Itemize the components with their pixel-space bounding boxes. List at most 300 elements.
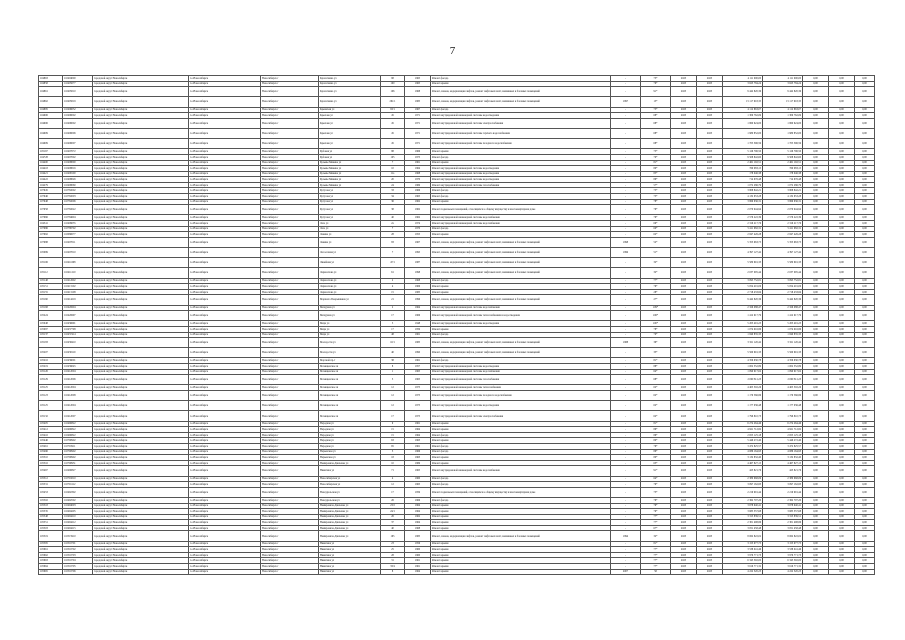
table-cell: 5 560 691,33 (763, 348, 803, 358)
table-cell: - (611, 460, 641, 466)
table-cell: 15 117 918,35 (763, 97, 803, 107)
table-cell: 2023 (671, 558, 697, 564)
table-cell: Ремонт крыши (431, 199, 611, 205)
table-cell: 1963 (405, 455, 431, 461)
table-cell: 2023 (697, 509, 723, 515)
table-cell: 0,00 (855, 97, 875, 107)
table-cell: Ремонт крыши (431, 326, 611, 332)
table-cell: Ремонт крыши (431, 541, 611, 547)
table-cell: городской округ Новосибирск (93, 154, 189, 160)
table-cell: 1964 (405, 427, 431, 433)
table-cell: 105167 (39, 149, 63, 155)
table-cell: 1962 (405, 215, 431, 221)
table-cell: 423 821,76 (723, 466, 763, 476)
table-cell: 2 316 217,76 (723, 221, 763, 227)
table-cell: 2023 (697, 97, 723, 107)
table-cell: городской округ Новосибирск (93, 569, 189, 575)
table-cell: 2023 (697, 194, 723, 200)
table-cell: - (611, 358, 641, 364)
table-cell: 0,00 (829, 295, 855, 305)
table-cell: Новосибирск г (261, 514, 319, 520)
table-cell: 0,00 (803, 107, 829, 113)
table-cell: 0,00 (855, 547, 875, 553)
table-cell: 110791010 (63, 476, 93, 482)
table-cell: Мира ул (319, 321, 381, 327)
table-cell: 2023 (697, 107, 723, 113)
table-cell: 0,00 (855, 375, 875, 385)
table-cell: г.о.Новосибирск (189, 139, 261, 149)
table-cell: 2 (381, 278, 405, 284)
table-cell: Ремонт внутридомовой инженерной системы водоотведения (431, 401, 611, 411)
table-cell: 73* (641, 107, 671, 113)
table-cell: 3 153 977,75 (723, 541, 763, 547)
table-cell: 110791112 (63, 482, 93, 488)
table-cell: 2023 (697, 258, 723, 268)
table-cell: 2023 (697, 118, 723, 128)
table-cell: городской округ Новосибирск (93, 226, 189, 232)
table-cell: 1985 (405, 289, 431, 295)
table-cell: 1998 (405, 268, 431, 278)
table-cell: 9 508 842,60 (763, 154, 803, 160)
table-cell: 2023 (697, 177, 723, 183)
table-cell: 0,00 (803, 177, 829, 183)
table-cell: Новосибирск г (261, 569, 319, 575)
table-cell: 0,00 (829, 487, 855, 497)
table-cell: 2023 (671, 107, 697, 113)
table-cell: 0,00 (855, 248, 875, 258)
table-cell: 110494205 (63, 509, 93, 515)
table-cell: 104909 (39, 128, 63, 138)
table-cell: городской округ Новосибирск (93, 497, 189, 503)
table-cell: 0,00 (829, 369, 855, 375)
table-cell: городской округ Новосибирск (93, 487, 189, 497)
table-cell: 5 580 691,33 (763, 258, 803, 268)
table-row (39, 139, 875, 149)
table-cell: 2023 (671, 338, 697, 348)
table-cell: Новосибирск г (261, 128, 319, 138)
table-cell: 0,00 (855, 326, 875, 332)
table-cell: 1965 (405, 369, 431, 375)
table-cell: 2023 (671, 215, 697, 221)
table-cell: 0,00 (829, 199, 855, 205)
table-cell: 0,00 (829, 97, 855, 107)
table-cell: 1975 (405, 411, 431, 421)
table-cell: 0,00 (855, 182, 875, 188)
table-cell: 1 705 396,59 (723, 139, 763, 149)
table-cell: г.о.Новосибирск (189, 166, 261, 172)
table-cell: Новосибирск г (261, 385, 319, 391)
table-cell: 2023 (697, 391, 723, 401)
table-cell: 0,00 (803, 221, 829, 227)
table-cell: 110494212 (63, 520, 93, 526)
table-cell: 1959 (405, 326, 431, 332)
table-cell: 2023 (697, 232, 723, 238)
table-cell: 0,00 (855, 295, 875, 305)
table-cell: Кубовая ул (319, 149, 381, 155)
table-cell: 9 442 820,36 (723, 295, 763, 305)
table-cell: Кузьмы Минина ул (319, 177, 381, 183)
table-cell: 47/1 (381, 258, 405, 268)
table-cell: Ремонт внутридомовой инженерной системы водоснабжения (431, 215, 611, 221)
table-cell: городской округ Новосибирск (93, 248, 189, 258)
table-cell: 12 (381, 482, 405, 488)
table-cell: 3 976 771,73 (723, 552, 763, 558)
table-cell: 0,00 (829, 118, 855, 128)
table-cell: Новосибирск г (261, 311, 319, 321)
table-cell: 110409035 (63, 221, 93, 227)
table-cell: 28 (381, 232, 405, 238)
table-cell: Ремонт крыши (431, 289, 611, 295)
table-cell: 5 580 691,33 (723, 258, 763, 268)
table-cell: 1995 (405, 248, 431, 258)
table-cell: 5 446 272,40 (723, 438, 763, 444)
table-cell: 75* (641, 188, 671, 194)
table-cell: г.о.Новосибирск (189, 194, 261, 200)
table-cell: 0,00 (803, 226, 829, 232)
table-cell: городской округ Новосибирск (93, 482, 189, 488)
table-cell: г.о.Новосибирск (189, 552, 261, 558)
table-cell: 3 623 784,24 (763, 81, 803, 87)
table-cell: 1967 (405, 237, 431, 247)
table-cell: 2 847 426,28 (763, 232, 803, 238)
table-cell: 2023 (697, 326, 723, 332)
table-cell: 33 (381, 188, 405, 194)
table-cell: Ремонт, замена, модернизация лифтов, ремонт лифтовых шахт, машинных и блочных помещений (431, 87, 611, 97)
table-cell: 0,00 (855, 466, 875, 476)
table-cell: 1 796 810,73 (723, 411, 763, 421)
table-cell: 1961 (405, 358, 431, 364)
table-cell: Новосибирск г (261, 509, 319, 515)
table-cell: 1994 (611, 531, 641, 541)
table-cell: г.о.Новосибирск (189, 348, 261, 358)
table-cell: 64* (641, 369, 671, 375)
table-cell: 2023 (697, 525, 723, 531)
table-cell: Ремонт фасада (431, 154, 611, 160)
table-cell: 1962 (405, 199, 431, 205)
table-cell: 2023 (671, 232, 697, 238)
table-cell: Новосибирск г (261, 258, 319, 268)
table-cell: Ремонт крыши (431, 284, 611, 290)
table-cell: 106* (641, 311, 671, 321)
table-cell: Новоуральская ул (319, 487, 381, 497)
table-cell: 2 219 991,44 (723, 487, 763, 497)
table-cell: 105531 (39, 482, 63, 488)
table-cell: 2007 (611, 569, 641, 575)
table-cell: Новосибирск г (261, 139, 319, 149)
table-cell: 1960 (405, 552, 431, 558)
table-cell: 110411608 (63, 258, 93, 268)
table-cell: 75* (641, 149, 671, 155)
table-cell: Новосибирск г (261, 432, 319, 438)
table-cell: 3 132 832,40 (723, 455, 763, 461)
table-cell: 1974 (405, 221, 431, 227)
table-cell: 105160 (39, 295, 63, 305)
table-cell: 110408026 (63, 177, 93, 183)
table-cell: 0,00 (855, 443, 875, 449)
table-cell: 110405019 (63, 97, 93, 107)
table-cell: 110516706 (63, 569, 93, 575)
table-cell: 68* (641, 118, 671, 128)
table-cell: городской округ Новосибирск (93, 128, 189, 138)
table-cell: 0,00 (803, 87, 829, 97)
table-cell: Новосибирск г (261, 177, 319, 183)
table-cell: г.о.Новосибирск (189, 182, 261, 188)
table-cell: Ленина ул (319, 237, 381, 247)
table-cell: 105129 (39, 375, 63, 385)
table-cell: 0,00 (855, 497, 875, 503)
table-cell: Ремонт крыши (431, 427, 611, 433)
table-cell: - (611, 118, 641, 128)
table-cell: - (611, 160, 641, 166)
table-cell: 105405 (39, 421, 63, 427)
table-cell: 105467 (39, 466, 63, 476)
table-cell: 110494215 (63, 525, 93, 531)
table-cell: Народная ул (319, 421, 381, 427)
table-cell: 0,00 (803, 76, 829, 82)
table-cell: 2023 (697, 449, 723, 455)
table-cell: 64* (641, 476, 671, 482)
table-cell: 10 (381, 166, 405, 172)
table-cell: городской округ Новосибирск (93, 284, 189, 290)
table-cell: г.о.Новосибирск (189, 385, 261, 391)
table-cell: Новосибирск г (261, 487, 319, 497)
table-cell: 178 046,38 (723, 171, 763, 177)
table-cell: 2 060 811,23 (723, 375, 763, 385)
table-cell: 4 921 712,82 (723, 427, 763, 433)
table-cell: 1961 (405, 421, 431, 427)
table-cell: - (611, 199, 641, 205)
table-cell: 1 002 352,89 (763, 364, 803, 370)
table-cell: 6 343 392,00 (723, 558, 763, 564)
table-cell: 0,00 (829, 443, 855, 449)
table-cell: Кузьмы Минина ул (319, 166, 381, 172)
table-cell: 0,00 (829, 432, 855, 438)
table-cell: 0,00 (855, 154, 875, 160)
table-cell: 110438410 (63, 338, 93, 348)
table-cell: 110516703 (63, 552, 93, 558)
table-cell: 5 411 982,31 (763, 226, 803, 232)
table-cell: 0,00 (829, 541, 855, 547)
table-cell: 0,00 (803, 154, 829, 160)
table-cell: - (611, 466, 641, 476)
table-cell: 0,00 (829, 160, 855, 166)
table-cell: 9 442 820,36 (723, 87, 763, 97)
table-cell: 3 869 636,31 (723, 199, 763, 205)
table-cell: г.о.Новосибирск (189, 503, 261, 509)
table-cell: 2023 (697, 160, 723, 166)
table-cell: 0,00 (829, 514, 855, 520)
table-cell: 2023 (697, 375, 723, 385)
table-cell: 3 321 120,42 (763, 338, 803, 348)
table-cell: городской округ Новосибирск (93, 289, 189, 295)
table-cell: 2023 (671, 171, 697, 177)
table-cell: 0,00 (829, 497, 855, 503)
table-cell: 0,00 (855, 199, 875, 205)
table-cell: 3 153 977,75 (763, 541, 803, 547)
table-cell: Кутузова ул (319, 188, 381, 194)
table-cell: 2023 (671, 541, 697, 547)
table-cell: 110406007 (63, 139, 93, 149)
table-cell: 76* (641, 284, 671, 290)
table-cell: 57* (641, 182, 671, 188)
table-cell: городской округ Новосибирск (93, 391, 189, 401)
table-cell: 0,00 (803, 321, 829, 327)
table-cell: Новосибирск г (261, 411, 319, 421)
table-cell: Ремонт внутридомовой инженерной системы водоотведения (431, 113, 611, 119)
table-cell: 0,00 (855, 482, 875, 488)
table-cell: Ремонт крыши (431, 438, 611, 444)
table-cell: 110420604 (63, 305, 93, 311)
table-cell: 1965 (405, 482, 431, 488)
table-cell: 1964 (405, 166, 431, 172)
table-cell: Немировича-Данченко ул (319, 525, 381, 531)
table-cell: Ремонт, замена, модернизация лифтов, ремонт лифтовых шахт, машинных и блочных помещений (431, 348, 611, 358)
table-cell: 0,00 (855, 149, 875, 155)
table-cell: 1965 (405, 466, 431, 476)
table-cell: Кузьмы Минина ул (319, 182, 381, 188)
table-cell: 2 718 433,84 (723, 289, 763, 295)
table-cell: 2023 (697, 295, 723, 305)
table-cell: 0,00 (803, 401, 829, 411)
table-cell: - (611, 128, 641, 138)
table-cell: Ремонт подвальных помещений, относящихся к общему имуществу в многоквартирном доме (431, 487, 611, 497)
table-cell: 2023 (671, 284, 697, 290)
table-cell: городской округ Новосибирск (93, 432, 189, 438)
table-cell: 88 (381, 149, 405, 155)
table-cell: 2023 (697, 531, 723, 541)
table-cell: 110784522 (63, 205, 93, 215)
table-cell: Никитина ул (319, 466, 381, 476)
table-cell: 0,00 (803, 338, 829, 348)
table-cell: 1960 (405, 476, 431, 482)
table-cell: городской округ Новосибирск (93, 76, 189, 82)
table-cell: 0,00 (803, 503, 829, 509)
table-cell: городской округ Новосибирск (93, 188, 189, 194)
table-cell: 110408060 (63, 182, 93, 188)
table-cell: 2 380 668,09 (723, 476, 763, 482)
table-cell: 67* (641, 525, 671, 531)
table-cell: 110406052 (63, 107, 93, 113)
table-cell: 104422 (39, 177, 63, 183)
table-cell: 2023 (697, 205, 723, 215)
table-cell: 8 (381, 569, 405, 575)
table-cell: Мичурина ул (319, 311, 381, 321)
table-cell: 26 (381, 497, 405, 503)
table-cell: Новосибирск г (261, 182, 319, 188)
table-cell: Лермонтова ул (319, 278, 381, 284)
table-cell: 0,00 (829, 87, 855, 97)
table-cell: г.о.Новосибирск (189, 268, 261, 278)
table-cell: 0,00 (855, 569, 875, 575)
table-cell: 0,00 (803, 569, 829, 575)
table-cell: 1948 (405, 321, 431, 327)
table-cell: 0,00 (803, 466, 829, 476)
table-cell: г.о.Новосибирск (189, 525, 261, 531)
table-cell: 110438119 (63, 348, 93, 358)
table-cell: Новосибирск г (261, 558, 319, 564)
table-cell: 110436691 (63, 321, 93, 327)
table-cell: Ремонт, замена, модернизация лифтов, ремонт лифтовых шахт, машинных и блочных помещений (431, 531, 611, 541)
table-cell: 21 (381, 295, 405, 305)
table-cell: Новосибирская ул (319, 476, 381, 482)
table-cell: Ремонт фасада (431, 476, 611, 482)
table-cell: Никитина ул (319, 569, 381, 575)
table-cell: 0,00 (829, 221, 855, 227)
table-cell: Ремонт фасада (431, 226, 611, 232)
table-cell: 2023 (671, 547, 697, 553)
table-cell: 0,00 (829, 284, 855, 290)
table-cell: 1 072 286,79 (763, 182, 803, 188)
table-cell: Немировича-Данченко ул (319, 460, 381, 466)
table-cell: г.о.Новосибирск (189, 171, 261, 177)
table-cell: - (611, 482, 641, 488)
table-cell: 40 (381, 525, 405, 531)
table-cell: городской округ Новосибирск (93, 466, 189, 476)
table-cell: Новосибирск г (261, 160, 319, 166)
table-cell: 2 316 217,76 (763, 221, 803, 227)
table-cell: 2023 (697, 278, 723, 284)
table-cell: 1966 (405, 149, 431, 155)
table-cell: 105453 (39, 487, 63, 497)
table-cell: 2023 (671, 182, 697, 188)
table-cell: 0,00 (803, 438, 829, 444)
table-cell: 1975 (405, 154, 431, 160)
table-cell: 58 (641, 569, 671, 575)
table-cell: 24/1 (381, 509, 405, 515)
table-cell: 0,00 (855, 514, 875, 520)
table-cell: 0,00 (855, 358, 875, 364)
table-cell: 1970 (405, 226, 431, 232)
table-cell: 105548 (39, 514, 63, 520)
table-cell: 0,00 (855, 139, 875, 149)
table-cell: 110490822 (63, 432, 93, 438)
table-cell: 0,00 (829, 348, 855, 358)
table-cell: 110405010 (63, 87, 93, 97)
table-cell: 2023 (671, 401, 697, 411)
table-cell: 1 090 917,62 (723, 369, 763, 375)
table-cell: 3 095 752,81 (723, 278, 763, 284)
table-cell: 0,00 (829, 326, 855, 332)
table-cell: 105207 (39, 348, 63, 358)
table-cell: 0,00 (855, 268, 875, 278)
table-cell: 17 (381, 487, 405, 497)
table-cell: 76* (641, 81, 671, 87)
table-cell: - (611, 438, 641, 444)
table-cell: 2023 (671, 139, 697, 149)
table-cell: 110494210 (63, 514, 93, 520)
table-cell: 15 (381, 289, 405, 295)
table-cell: г.о.Новосибирск (189, 160, 261, 166)
table-cell: 0,00 (803, 432, 829, 438)
table-cell: г.о.Новосибирск (189, 358, 261, 364)
table-cell: 2023 (697, 460, 723, 466)
table-cell: - (611, 401, 641, 411)
table-cell: 0,00 (829, 401, 855, 411)
table-cell: - (611, 171, 641, 177)
table-cell: Ремонт внутридомовой инженерной системы теплоснабжения (431, 385, 611, 391)
table-row (39, 375, 875, 385)
table-cell: Никитина ул (319, 564, 381, 570)
table-cell: Ремонт крыши (431, 503, 611, 509)
table-cell: Ремонт крыши (431, 421, 611, 427)
table-cell: 0,00 (803, 509, 829, 515)
table-cell: - (611, 558, 641, 564)
table-cell: 31 (381, 558, 405, 564)
table-cell: 105168 (39, 305, 63, 311)
table-cell: 0,00 (855, 509, 875, 515)
table-cell: 105224 (39, 311, 63, 321)
table-cell: Новоуральская ул (319, 497, 381, 503)
